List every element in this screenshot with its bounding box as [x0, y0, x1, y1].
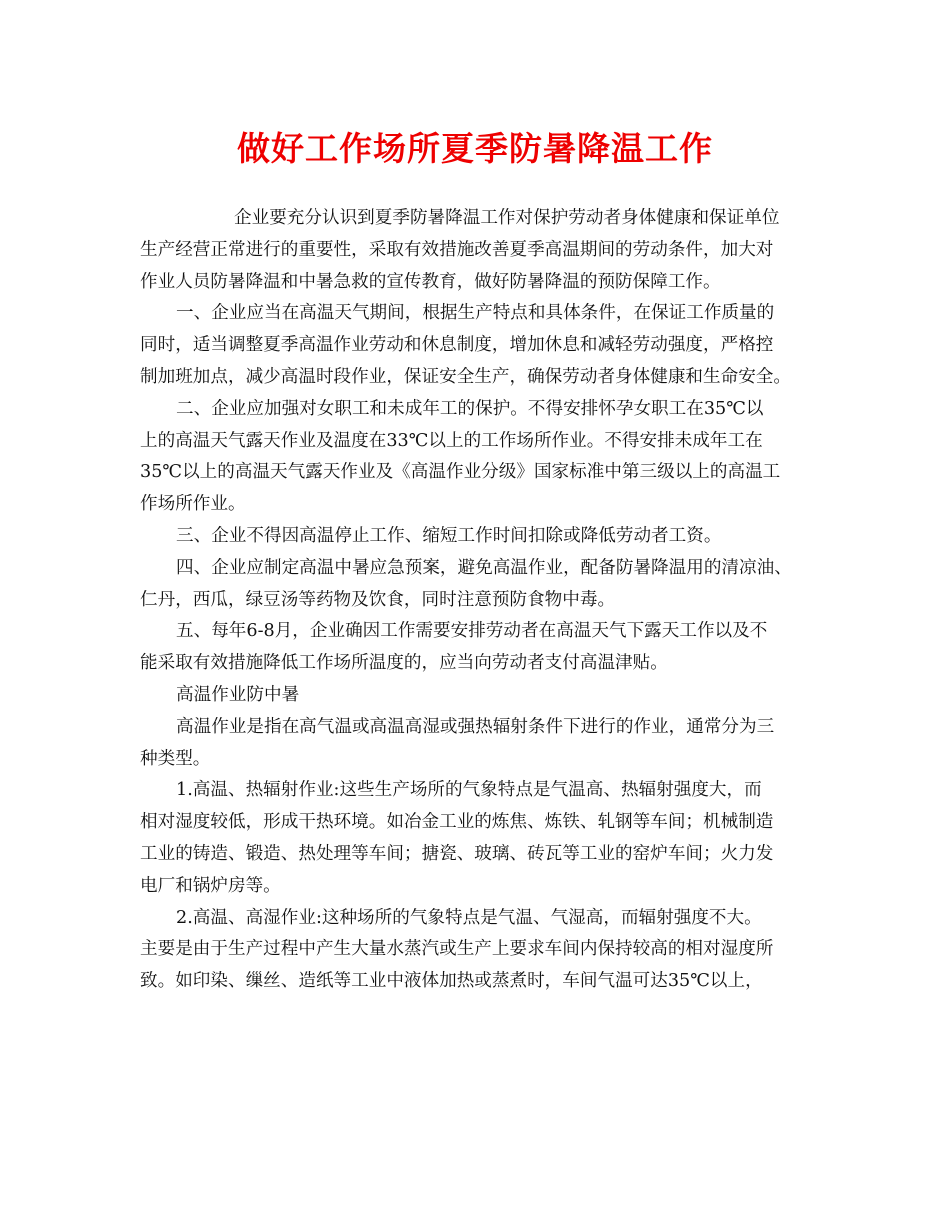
- body-line: 二、企业应加强对女职工和未成年工的保护。不得安排怀孕女职工在35℃以: [176, 398, 764, 419]
- body-line: 上的高温天气露天作业及温度在33℃以上的工作场所作业。不得安排未成年工在: [140, 430, 763, 451]
- body-line: 制加班加点，减少高温时段作业，保证安全生产，确保劳动者身体健康和生命安全。: [140, 366, 791, 387]
- body-line: 生产经营正常进行的重要性，采取有效措施改善夏季高温期间的劳动条件，加大对: [140, 239, 774, 260]
- body-line: 2.高温、高湿作业:这种场所的气象特点是气温、气湿高，而辐射强度不大。: [176, 907, 762, 928]
- body-line: 同时，适当调整夏季高温作业劳动和休息制度，增加休息和减轻劳动强度，严格控: [140, 335, 774, 356]
- document-title: 做好工作场所夏季防暑降温工作: [237, 129, 713, 168]
- body-line: 工业的铸造、锻造、热处理等车间；搪瓷、玻璃、砖瓦等工业的窑炉车间；火力发: [140, 843, 774, 864]
- body-line: 仁丹，西瓜，绿豆汤等药物及饮食，同时注意预防食物中毒。: [140, 589, 616, 610]
- body-line: 电厂和锅炉房等。: [140, 875, 281, 896]
- body-line: 相对湿度较低，形成干热环境。如冶金工业的炼焦、炼铁、轧钢等车间；机械制造: [140, 812, 774, 833]
- body-line: 四、企业应制定高温中暑应急预案，避免高温作业，配备防暑降温用的清凉油、: [176, 557, 792, 578]
- body-line: 高温作业是指在高气温或高温高湿或强热辐射条件下进行的作业，通常分为三: [176, 716, 775, 737]
- body-line: 三、企业不得因高温停止工作、缩短工作时间扣除或降低劳动者工资。: [176, 525, 722, 546]
- body-line: 1.高温、热辐射作业:这些生产场所的气象特点是气温高、热辐射强度大，而: [176, 780, 762, 801]
- body-line: 作业人员防暑降温和中暑急救的宣传教育，做好防暑降温的预防保障工作。: [140, 271, 721, 292]
- section-heading: 高温作业防中暑: [176, 684, 300, 705]
- body-line: 35℃以上的高温天气露天作业及《高温作业分级》国家标准中第三级以上的高温工: [140, 462, 781, 483]
- body-line: 种类型。: [140, 748, 211, 769]
- body-line: 企业要充分认识到夏季防暑降温工作对保护劳动者身体健康和保证单位: [234, 208, 780, 228]
- body-line: 致。如印染、缫丝、造纸等工业中液体加热或蒸煮时，车间气温可达35℃以上，: [140, 971, 763, 992]
- body-line: 一、企业应当在高温天气期间，根据生产特点和具体条件，在保证工作质量的: [176, 303, 775, 324]
- document-body: [140, 203, 820, 998]
- body-line: 五、每年6-8月，企业确因工作需要安排劳动者在高温天气下露天工作以及不: [176, 621, 768, 642]
- body-line: 作场所作业。: [140, 494, 246, 515]
- body-line: 能采取有效措施降低工作场所温度的，应当向劳动者支付高温津贴。: [140, 653, 668, 674]
- body-line: 主要是由于生产过程中产生大量水蒸汽或生产上要求车间内保持较高的相对湿度所: [140, 939, 774, 960]
